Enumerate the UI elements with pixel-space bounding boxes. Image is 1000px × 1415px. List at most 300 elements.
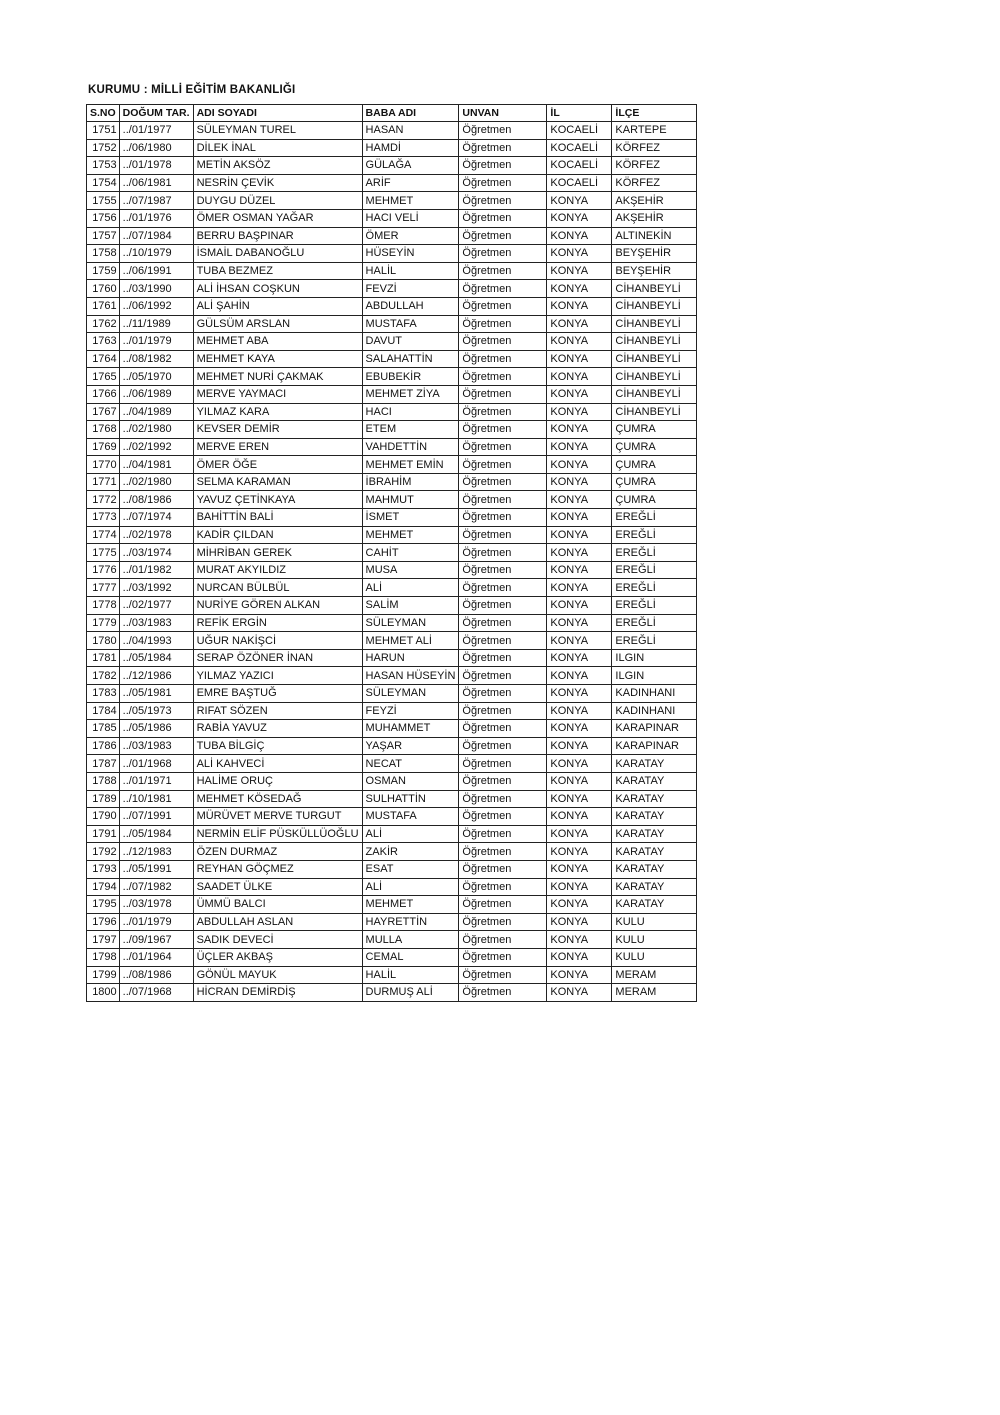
sno-cell: 1794 bbox=[87, 878, 120, 896]
sno-cell: 1758 bbox=[87, 245, 120, 263]
father-name-cell: DURMUŞ ALİ bbox=[362, 984, 459, 1002]
birth-date-cell: ../09/1967 bbox=[119, 931, 193, 949]
sno-cell: 1762 bbox=[87, 315, 120, 333]
father-name-cell: ARİF bbox=[362, 174, 459, 192]
name-cell: SAADET ÜLKE bbox=[193, 878, 362, 896]
birth-date-cell: ../08/1986 bbox=[119, 491, 193, 509]
header-province: İL bbox=[547, 105, 612, 122]
district-cell: ÇUMRA bbox=[612, 491, 697, 509]
province-cell: KONYA bbox=[547, 737, 612, 755]
district-cell: ALTINEKİN bbox=[612, 227, 697, 245]
name-cell: RIFAT SÖZEN bbox=[193, 702, 362, 720]
table-row bbox=[87, 720, 697, 738]
province-cell: KONYA bbox=[547, 280, 612, 298]
district-cell: KARATAY bbox=[612, 843, 697, 861]
name-cell: ÖMER OSMAN YAĞAR bbox=[193, 209, 362, 227]
province-cell: KONYA bbox=[547, 561, 612, 579]
birth-date-cell: ../03/1974 bbox=[119, 544, 193, 562]
name-cell: HALİME ORUÇ bbox=[193, 772, 362, 790]
table-row bbox=[87, 473, 697, 491]
sno-cell: 1778 bbox=[87, 597, 120, 615]
sno-cell: 1772 bbox=[87, 491, 120, 509]
sno-cell: 1789 bbox=[87, 790, 120, 808]
title-cell: Öğretmen bbox=[459, 385, 547, 403]
father-name-cell: MUSA bbox=[362, 561, 459, 579]
father-name-cell: MEHMET bbox=[362, 526, 459, 544]
sno-cell: 1790 bbox=[87, 808, 120, 826]
name-cell: YAVUZ ÇETİNKAYA bbox=[193, 491, 362, 509]
father-name-cell: SÜLEYMAN bbox=[362, 614, 459, 632]
table-header-row bbox=[87, 105, 697, 122]
birth-date-cell: ../06/1981 bbox=[119, 174, 193, 192]
district-cell: KARATAY bbox=[612, 755, 697, 773]
title-cell: Öğretmen bbox=[459, 245, 547, 263]
district-cell: KARATAY bbox=[612, 860, 697, 878]
birth-date-cell: ../05/1984 bbox=[119, 649, 193, 667]
birth-date-cell: ../05/1973 bbox=[119, 702, 193, 720]
name-cell: ÜMMÜ BALCI bbox=[193, 896, 362, 914]
province-cell: KONYA bbox=[547, 385, 612, 403]
sno-cell: 1767 bbox=[87, 403, 120, 421]
birth-date-cell: ../12/1983 bbox=[119, 843, 193, 861]
district-cell: BEYŞEHİR bbox=[612, 262, 697, 280]
province-cell: KONYA bbox=[547, 948, 612, 966]
name-cell: REFİK ERGİN bbox=[193, 614, 362, 632]
name-cell: ALİ ŞAHİN bbox=[193, 297, 362, 315]
district-cell: KARTEPE bbox=[612, 122, 697, 140]
name-cell: NERMİN ELİF PÜSKÜLLÜOĞLU bbox=[193, 825, 362, 843]
table-row bbox=[87, 632, 697, 650]
table-body bbox=[87, 122, 697, 1002]
name-cell: GÖNÜL MAYUK bbox=[193, 966, 362, 984]
birth-date-cell: ../06/1980 bbox=[119, 139, 193, 157]
sno-cell: 1783 bbox=[87, 685, 120, 703]
name-cell: SERAP ÖZÖNER İNAN bbox=[193, 649, 362, 667]
name-cell: ÜÇLER AKBAŞ bbox=[193, 948, 362, 966]
sno-cell: 1764 bbox=[87, 350, 120, 368]
title-cell: Öğretmen bbox=[459, 913, 547, 931]
birth-date-cell: ../08/1982 bbox=[119, 350, 193, 368]
table-row bbox=[87, 421, 697, 439]
sno-cell: 1800 bbox=[87, 984, 120, 1002]
table-row bbox=[87, 878, 697, 896]
birth-date-cell: ../02/1980 bbox=[119, 421, 193, 439]
title-cell: Öğretmen bbox=[459, 139, 547, 157]
name-cell: ALİ KAHVECİ bbox=[193, 755, 362, 773]
father-name-cell: MUSTAFA bbox=[362, 808, 459, 826]
province-cell: KONYA bbox=[547, 667, 612, 685]
table-row bbox=[87, 860, 697, 878]
name-cell: İSMAİL DABANOĞLU bbox=[193, 245, 362, 263]
table-row bbox=[87, 702, 697, 720]
name-cell: MİHRİBAN GEREK bbox=[193, 544, 362, 562]
header-name: ADI SOYADI bbox=[193, 105, 362, 122]
province-cell: KONYA bbox=[547, 350, 612, 368]
province-cell: KONYA bbox=[547, 597, 612, 615]
table-row bbox=[87, 227, 697, 245]
title-cell: Öğretmen bbox=[459, 896, 547, 914]
title-cell: Öğretmen bbox=[459, 315, 547, 333]
birth-date-cell: ../01/1982 bbox=[119, 561, 193, 579]
district-cell: ILGIN bbox=[612, 649, 697, 667]
title-cell: Öğretmen bbox=[459, 966, 547, 984]
birth-date-cell: ../05/1970 bbox=[119, 368, 193, 386]
father-name-cell: SALAHATTİN bbox=[362, 350, 459, 368]
header-district: İLÇE bbox=[612, 105, 697, 122]
title-cell: Öğretmen bbox=[459, 948, 547, 966]
table-row bbox=[87, 297, 697, 315]
province-cell: KONYA bbox=[547, 192, 612, 210]
father-name-cell: SÜLEYMAN bbox=[362, 685, 459, 703]
title-cell: Öğretmen bbox=[459, 192, 547, 210]
title-cell: Öğretmen bbox=[459, 174, 547, 192]
birth-date-cell: ../02/1980 bbox=[119, 473, 193, 491]
table-row bbox=[87, 157, 697, 175]
district-cell: KARATAY bbox=[612, 878, 697, 896]
birth-date-cell: ../02/1977 bbox=[119, 597, 193, 615]
province-cell: KONYA bbox=[547, 755, 612, 773]
name-cell: MEHMET ABA bbox=[193, 333, 362, 351]
sno-cell: 1798 bbox=[87, 948, 120, 966]
district-cell: KARAPINAR bbox=[612, 720, 697, 738]
father-name-cell: MAHMUT bbox=[362, 491, 459, 509]
name-cell: KEVSER DEMİR bbox=[193, 421, 362, 439]
sno-cell: 1774 bbox=[87, 526, 120, 544]
name-cell: BERRU BAŞPINAR bbox=[193, 227, 362, 245]
father-name-cell: HÜSEYİN bbox=[362, 245, 459, 263]
name-cell: NURİYE GÖREN ALKAN bbox=[193, 597, 362, 615]
title-cell: Öğretmen bbox=[459, 614, 547, 632]
sno-cell: 1763 bbox=[87, 333, 120, 351]
father-name-cell: İBRAHİM bbox=[362, 473, 459, 491]
district-cell: MERAM bbox=[612, 966, 697, 984]
father-name-cell: DAVUT bbox=[362, 333, 459, 351]
father-name-cell: HARUN bbox=[362, 649, 459, 667]
title-cell: Öğretmen bbox=[459, 685, 547, 703]
title-cell: Öğretmen bbox=[459, 209, 547, 227]
district-cell: KULU bbox=[612, 931, 697, 949]
district-cell: KADINHANI bbox=[612, 685, 697, 703]
district-cell: MERAM bbox=[612, 984, 697, 1002]
table-row bbox=[87, 174, 697, 192]
table-row bbox=[87, 262, 697, 280]
birth-date-cell: ../11/1989 bbox=[119, 315, 193, 333]
birth-date-cell: ../07/1968 bbox=[119, 984, 193, 1002]
name-cell: BAHİTTİN BALİ bbox=[193, 509, 362, 527]
title-cell: Öğretmen bbox=[459, 491, 547, 509]
name-cell: MÜRÜVET MERVE TURGUT bbox=[193, 808, 362, 826]
province-cell: KONYA bbox=[547, 262, 612, 280]
district-cell: KARATAY bbox=[612, 808, 697, 826]
title-cell: Öğretmen bbox=[459, 456, 547, 474]
sno-cell: 1761 bbox=[87, 297, 120, 315]
father-name-cell: ÖMER bbox=[362, 227, 459, 245]
district-cell: KARAPINAR bbox=[612, 737, 697, 755]
name-cell: MEHMET NURİ ÇAKMAK bbox=[193, 368, 362, 386]
province-cell: KONYA bbox=[547, 297, 612, 315]
province-cell: KONYA bbox=[547, 421, 612, 439]
district-cell: AKŞEHİR bbox=[612, 192, 697, 210]
district-cell: KÖRFEZ bbox=[612, 174, 697, 192]
title-cell: Öğretmen bbox=[459, 878, 547, 896]
father-name-cell: SULHATTİN bbox=[362, 790, 459, 808]
father-name-cell: HALİL bbox=[362, 966, 459, 984]
birth-date-cell: ../03/1983 bbox=[119, 737, 193, 755]
birth-date-cell: ../07/1974 bbox=[119, 509, 193, 527]
table-row bbox=[87, 896, 697, 914]
title-cell: Öğretmen bbox=[459, 403, 547, 421]
table-row bbox=[87, 385, 697, 403]
birth-date-cell: ../01/1968 bbox=[119, 755, 193, 773]
district-cell: ILGIN bbox=[612, 667, 697, 685]
table-row bbox=[87, 948, 697, 966]
district-cell: ÇUMRA bbox=[612, 473, 697, 491]
father-name-cell: MEHMET ALİ bbox=[362, 632, 459, 650]
province-cell: KONYA bbox=[547, 333, 612, 351]
table-row bbox=[87, 315, 697, 333]
table-row bbox=[87, 772, 697, 790]
title-cell: Öğretmen bbox=[459, 561, 547, 579]
name-cell: METİN AKSÖZ bbox=[193, 157, 362, 175]
name-cell: ÖZEN DURMAZ bbox=[193, 843, 362, 861]
name-cell: TUBA BİLGİÇ bbox=[193, 737, 362, 755]
district-cell: CİHANBEYLİ bbox=[612, 280, 697, 298]
table-row bbox=[87, 984, 697, 1002]
birth-date-cell: ../02/1978 bbox=[119, 526, 193, 544]
father-name-cell: FEYZİ bbox=[362, 702, 459, 720]
father-name-cell: GÜLAĞA bbox=[362, 157, 459, 175]
father-name-cell: MUSTAFA bbox=[362, 315, 459, 333]
father-name-cell: OSMAN bbox=[362, 772, 459, 790]
district-cell: CİHANBEYLİ bbox=[612, 385, 697, 403]
title-cell: Öğretmen bbox=[459, 984, 547, 1002]
sno-cell: 1781 bbox=[87, 649, 120, 667]
birth-date-cell: ../04/1993 bbox=[119, 632, 193, 650]
birth-date-cell: ../05/1984 bbox=[119, 825, 193, 843]
province-cell: KONYA bbox=[547, 913, 612, 931]
birth-date-cell: ../03/1983 bbox=[119, 614, 193, 632]
sno-cell: 1787 bbox=[87, 755, 120, 773]
sno-cell: 1775 bbox=[87, 544, 120, 562]
sno-cell: 1792 bbox=[87, 843, 120, 861]
table-row bbox=[87, 192, 697, 210]
birth-date-cell: ../05/1986 bbox=[119, 720, 193, 738]
table-row bbox=[87, 755, 697, 773]
district-cell: EREĞLİ bbox=[612, 579, 697, 597]
name-cell: UĞUR NAKİŞCİ bbox=[193, 632, 362, 650]
province-cell: KONYA bbox=[547, 368, 612, 386]
district-cell: EREĞLİ bbox=[612, 509, 697, 527]
name-cell: TUBA BEZMEZ bbox=[193, 262, 362, 280]
father-name-cell: NECAT bbox=[362, 755, 459, 773]
title-cell: Öğretmen bbox=[459, 667, 547, 685]
name-cell: MERVE EREN bbox=[193, 438, 362, 456]
birth-date-cell: ../06/1991 bbox=[119, 262, 193, 280]
district-cell: CİHANBEYLİ bbox=[612, 333, 697, 351]
birth-date-cell: ../12/1986 bbox=[119, 667, 193, 685]
province-cell: KONYA bbox=[547, 632, 612, 650]
district-cell: KULU bbox=[612, 948, 697, 966]
father-name-cell: ABDULLAH bbox=[362, 297, 459, 315]
province-cell: KOCAELİ bbox=[547, 122, 612, 140]
province-cell: KONYA bbox=[547, 825, 612, 843]
birth-date-cell: ../04/1989 bbox=[119, 403, 193, 421]
sno-cell: 1776 bbox=[87, 561, 120, 579]
table-row bbox=[87, 350, 697, 368]
table-row bbox=[87, 438, 697, 456]
birth-date-cell: ../02/1992 bbox=[119, 438, 193, 456]
sno-cell: 1771 bbox=[87, 473, 120, 491]
sno-cell: 1782 bbox=[87, 667, 120, 685]
father-name-cell: HACI bbox=[362, 403, 459, 421]
province-cell: KONYA bbox=[547, 843, 612, 861]
table-row bbox=[87, 403, 697, 421]
district-cell: KARATAY bbox=[612, 790, 697, 808]
district-cell: CİHANBEYLİ bbox=[612, 315, 697, 333]
name-cell: YILMAZ KARA bbox=[193, 403, 362, 421]
province-cell: KONYA bbox=[547, 685, 612, 703]
father-name-cell: ETEM bbox=[362, 421, 459, 439]
sno-cell: 1755 bbox=[87, 192, 120, 210]
sno-cell: 1788 bbox=[87, 772, 120, 790]
table-row bbox=[87, 544, 697, 562]
sno-cell: 1756 bbox=[87, 209, 120, 227]
province-cell: KONYA bbox=[547, 931, 612, 949]
district-cell: CİHANBEYLİ bbox=[612, 403, 697, 421]
district-cell: EREĞLİ bbox=[612, 597, 697, 615]
sno-cell: 1779 bbox=[87, 614, 120, 632]
table-row bbox=[87, 843, 697, 861]
table-row bbox=[87, 122, 697, 140]
title-cell: Öğretmen bbox=[459, 122, 547, 140]
header-title: UNVAN bbox=[459, 105, 547, 122]
table-row bbox=[87, 966, 697, 984]
name-cell: REYHAN GÖÇMEZ bbox=[193, 860, 362, 878]
birth-date-cell: ../03/1992 bbox=[119, 579, 193, 597]
table-row bbox=[87, 649, 697, 667]
province-cell: KONYA bbox=[547, 579, 612, 597]
birth-date-cell: ../10/1979 bbox=[119, 245, 193, 263]
province-cell: KONYA bbox=[547, 790, 612, 808]
birth-date-cell: ../01/1978 bbox=[119, 157, 193, 175]
title-cell: Öğretmen bbox=[459, 350, 547, 368]
district-cell: BEYŞEHİR bbox=[612, 245, 697, 263]
name-cell: SÜLEYMAN TUREL bbox=[193, 122, 362, 140]
province-cell: KONYA bbox=[547, 544, 612, 562]
district-cell: CİHANBEYLİ bbox=[612, 350, 697, 368]
name-cell: SELMA KARAMAN bbox=[193, 473, 362, 491]
name-cell: ABDULLAH ASLAN bbox=[193, 913, 362, 931]
father-name-cell: FEVZİ bbox=[362, 280, 459, 298]
name-cell: MEHMET KAYA bbox=[193, 350, 362, 368]
district-cell: KARATAY bbox=[612, 825, 697, 843]
district-cell: KADINHANI bbox=[612, 702, 697, 720]
province-cell: KONYA bbox=[547, 209, 612, 227]
district-cell: KARATAY bbox=[612, 896, 697, 914]
province-cell: KONYA bbox=[547, 315, 612, 333]
table-row bbox=[87, 667, 697, 685]
table-row bbox=[87, 280, 697, 298]
sno-cell: 1780 bbox=[87, 632, 120, 650]
title-cell: Öğretmen bbox=[459, 509, 547, 527]
birth-date-cell: ../07/1991 bbox=[119, 808, 193, 826]
sno-cell: 1773 bbox=[87, 509, 120, 527]
father-name-cell: ALİ bbox=[362, 878, 459, 896]
table-row bbox=[87, 737, 697, 755]
province-cell: KONYA bbox=[547, 245, 612, 263]
province-cell: KONYA bbox=[547, 649, 612, 667]
province-cell: KONYA bbox=[547, 473, 612, 491]
table-row bbox=[87, 368, 697, 386]
title-cell: Öğretmen bbox=[459, 931, 547, 949]
father-name-cell: HALİL bbox=[362, 262, 459, 280]
birth-date-cell: ../01/1979 bbox=[119, 333, 193, 351]
district-cell: KÖRFEZ bbox=[612, 157, 697, 175]
birth-date-cell: ../08/1986 bbox=[119, 966, 193, 984]
birth-date-cell: ../01/1977 bbox=[119, 122, 193, 140]
district-cell: CİHANBEYLİ bbox=[612, 368, 697, 386]
title-cell: Öğretmen bbox=[459, 579, 547, 597]
father-name-cell: HACI VELİ bbox=[362, 209, 459, 227]
father-name-cell: HASAN bbox=[362, 122, 459, 140]
name-cell: YILMAZ YAZICI bbox=[193, 667, 362, 685]
father-name-cell: MUHAMMET bbox=[362, 720, 459, 738]
birth-date-cell: ../04/1981 bbox=[119, 456, 193, 474]
district-cell: KULU bbox=[612, 913, 697, 931]
table-row bbox=[87, 491, 697, 509]
institution-title: KURUMU : MİLLİ EĞİTİM BAKANLIĞI bbox=[88, 84, 296, 96]
district-cell: KÖRFEZ bbox=[612, 139, 697, 157]
name-cell: RABİA YAVUZ bbox=[193, 720, 362, 738]
title-cell: Öğretmen bbox=[459, 632, 547, 650]
sno-cell: 1797 bbox=[87, 931, 120, 949]
title-cell: Öğretmen bbox=[459, 597, 547, 615]
title-cell: Öğretmen bbox=[459, 473, 547, 491]
father-name-cell: HASAN HÜSEYİN bbox=[362, 667, 459, 685]
province-cell: KONYA bbox=[547, 491, 612, 509]
province-cell: KOCAELİ bbox=[547, 157, 612, 175]
title-cell: Öğretmen bbox=[459, 860, 547, 878]
header-father-name: BABA ADI bbox=[362, 105, 459, 122]
province-cell: KONYA bbox=[547, 702, 612, 720]
title-cell: Öğretmen bbox=[459, 333, 547, 351]
district-cell: ÇUMRA bbox=[612, 421, 697, 439]
table-row bbox=[87, 561, 697, 579]
sno-cell: 1754 bbox=[87, 174, 120, 192]
table-row bbox=[87, 139, 697, 157]
sno-cell: 1769 bbox=[87, 438, 120, 456]
name-cell: MEHMET KÖSEDAĞ bbox=[193, 790, 362, 808]
province-cell: KONYA bbox=[547, 403, 612, 421]
title-cell: Öğretmen bbox=[459, 702, 547, 720]
table-row bbox=[87, 913, 697, 931]
father-name-cell: ALİ bbox=[362, 579, 459, 597]
district-cell: ÇUMRA bbox=[612, 456, 697, 474]
name-cell: KADİR ÇILDAN bbox=[193, 526, 362, 544]
province-cell: KONYA bbox=[547, 772, 612, 790]
title-cell: Öğretmen bbox=[459, 825, 547, 843]
district-cell: EREĞLİ bbox=[612, 632, 697, 650]
title-cell: Öğretmen bbox=[459, 438, 547, 456]
birth-date-cell: ../03/1990 bbox=[119, 280, 193, 298]
birth-date-cell: ../05/1981 bbox=[119, 685, 193, 703]
title-cell: Öğretmen bbox=[459, 808, 547, 826]
sno-cell: 1796 bbox=[87, 913, 120, 931]
title-cell: Öğretmen bbox=[459, 790, 547, 808]
sno-cell: 1760 bbox=[87, 280, 120, 298]
district-cell: KARATAY bbox=[612, 772, 697, 790]
sno-cell: 1784 bbox=[87, 702, 120, 720]
